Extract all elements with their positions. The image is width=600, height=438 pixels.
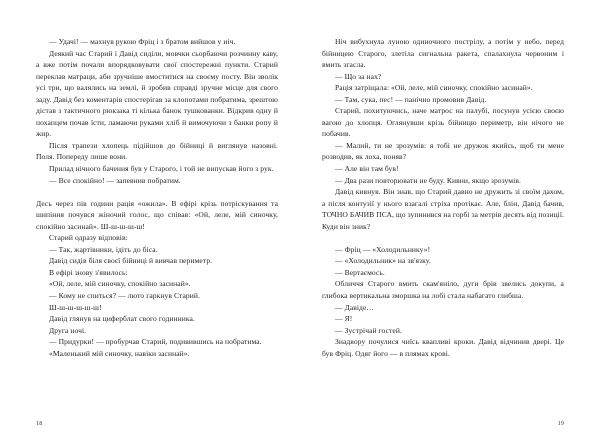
- paragraph: Прилад нічного бачення був у Старого, і той не випускав його з рук.: [49, 164, 274, 174]
- paragraph: Обличчя Старого вмить скам'яніло, дуги брів звелись докупи, а глибока вертикальна зморшка на лобі стала набагато глибша.: [322, 279, 564, 301]
- paragraph: Після трапези хлопець підійшов до бійниці й виглянув назовні. Поля. Попереду лише вони.: [36, 140, 278, 162]
- left-page-textblock: [36, 36, 278, 359]
- paragraph: Ш-ш-ш-ш-ш-ш!: [49, 302, 102, 312]
- paragraph: Старий, похитуючись, наче матрос на палубі, посунув усією своєю вагою до хлопця. Оглянувши крізь бійницю периметр, він нічого не побачив.: [322, 106, 564, 139]
- paragraph: Рація затріщала: «Ой, леле, мій синочку, спокійно засинай».: [335, 83, 533, 93]
- page-number-right: 19: [557, 420, 564, 427]
- paragraph: — Так, жартівники, ідіть до біса.: [49, 244, 158, 254]
- paragraph: «Ой, леле, мій синочку, спокійно засинай».: [49, 279, 191, 289]
- paragraph: — Кому не спиться? — люто гаркнув Старий.: [49, 291, 200, 301]
- page-number-left: 18: [36, 420, 43, 427]
- paragraph: «Маленький мій синочку, навіки засинай».: [49, 348, 190, 358]
- paragraph: — Що за нах?: [335, 71, 382, 81]
- paragraph: — Удачі! — махнув рукою Фріц і з братом вийшов у ніч.: [49, 37, 236, 46]
- paragraph: Друга ночі.: [49, 325, 87, 335]
- paragraph: Ніч вибухнула луною одиночного пострілу, а потім у небо, перед бійницею Старого, злетіла сигнальна ракета, спалахнула червоним і вмить згасла.: [322, 37, 564, 70]
- right-page-textblock: [322, 36, 564, 359]
- right-page: [300, 0, 600, 438]
- paragraph: В ефірі знову з'явилось:: [49, 267, 128, 277]
- paragraph: — «Холодильник» на зв'язку.: [335, 256, 431, 266]
- paragraph: Старий одразу відповів:: [49, 233, 128, 243]
- paragraph: — Давіде…: [335, 302, 375, 312]
- paragraph: — Два рази повторювати не буду. Кивни, якщо зрозумів.: [335, 175, 521, 185]
- paragraph: — Але він там був!: [335, 164, 399, 174]
- paragraph: Давід кивнув. Він знав, що Старий давно не дружить зі своїм дахом, а після контузії у нього взагалі стріха протікає. Але, блін, Давід бачив, ТОЧНО БАЧИВ ПСА, що зупинився на горбі за метрів десять від позиції. Куди він зник?: [322, 187, 564, 231]
- paragraph: — Фріц — «Холодильнику»!: [335, 244, 431, 254]
- paragraph: Десь через пів години рація «ожила». В ефірі крізь потріскування та шипіння почувся жіночий голос, що співав: «Ой, леле, мій синочку, спокійно засинай». Ш-ш-ш-ш-ш!: [36, 198, 278, 231]
- paragraph: Деякий час Старий і Давід сиділи, мовчки сьорбаючи розчинну каву, а вже потім почали впорядковувати свої спостережні пункти. Старий переклав матраци, аби зручніше вмоститися на своєму посту. Він зволік усі три, що валялись на землі, й зробив справді зручне місце для свого заду. Давід без коментарів спостерігав за клопотами побратима, зрештою дістав з тактичного рюкзака ті кілька банок тушкованки. Відкрив одну й похапцем почав їсти, ламаючи руками хліб й вимочуючи з банки ропу й жир.: [36, 48, 278, 139]
- paragraph: — Зустрічай гостей.: [335, 325, 402, 335]
- paragraph: — Я!: [335, 314, 353, 324]
- paragraph: Знадвору почулися чиїсь квапливі кроки. Давід відчинив двері. Це був Фріц. Одяг його — в плямах крові.: [322, 337, 564, 358]
- paragraph: — Все спокійно! — запевнив побратим.: [49, 175, 181, 185]
- paragraph: — Малий, ти не зрозумів: я тобі не дружок якийсь, щоб ти мене розводив, як лоха, поняв?: [322, 140, 564, 162]
- paragraph: — Вертаємось.: [335, 267, 385, 277]
- paragraph: — Придурки! — пробурчав Старий, подивившись на побратима.: [49, 337, 262, 347]
- paragraph: — Там, сука, пес! — панічно промовив Давід.: [335, 94, 487, 104]
- paragraph: Давід сидів біля своєї бійниці й вивчав периметр.: [49, 256, 213, 266]
- paragraph: Давід глянув на циферблат свого годинника.: [49, 314, 195, 324]
